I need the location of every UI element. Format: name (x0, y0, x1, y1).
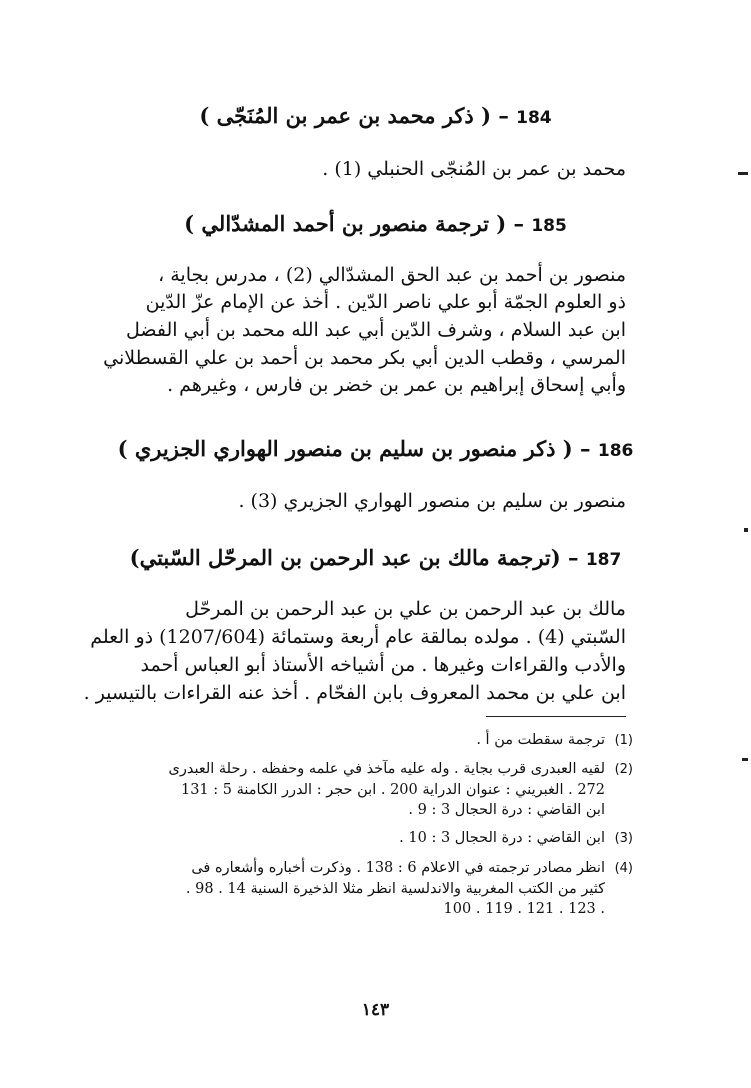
entry-heading-186: 186 – ( ذكر منصور بن سليم بن منصور الهواري الجزيري ) (117, 436, 634, 461)
footnote-4 (123, 858, 633, 919)
entry-body-line: منصور بن أحمد بن عبد الحق المشدّالي (2) ، مدرس بجاية ، (158, 264, 626, 286)
footnote-text: انظر مصادر ترجمته في الاعلام 6 : 138 . وذكرت أخباره وأشعاره فى (191, 860, 605, 876)
footnote-3 (123, 828, 633, 849)
entry-number: 187 (585, 550, 622, 570)
footnote-text: . 123 . 121 . 119 . 100 (443, 901, 605, 917)
entry-body-line: السّبتي (4) . مولده بمالقة عام أربعة وستمائة (1207/604) ذو العلم (90, 626, 626, 648)
entry-number: 184 (516, 108, 552, 128)
footnote-separator (486, 716, 626, 717)
entry-body-line: ذو العلوم الجمّة أبو علي ناصر الدّين . أخذ عن الإمام عزّ الدّين (145, 291, 626, 313)
footnote-1 (123, 730, 633, 751)
footnote-2 (123, 759, 633, 820)
scan-edge-mark (744, 528, 748, 532)
entry-body-line: وأبي إسحاق إبراهيم بن عمر بن خضر بن فارس ، وغيرهم . (167, 374, 626, 396)
entry-body-line: ابن علي بن محمد المعروف بابن الفحّام . أخذ عنه القراءات بالتيسير . (83, 682, 626, 704)
footnote-mark: (4) (614, 861, 633, 876)
scan-edge-mark (738, 172, 748, 175)
entry-body-line: محمد بن عمر بن المُنجّى الحنبلي (1) . (322, 158, 626, 180)
footnote-mark: (3) (614, 831, 633, 846)
page-number: ١٤٣ (361, 1000, 390, 1020)
footnote-text: كثير من الكتب المغربية والاندلسية انظر مثلا الذخيرة السنية 14 . 98 . (185, 881, 605, 897)
entry-number: 186 (597, 441, 634, 461)
footnote-mark: (1) (614, 733, 633, 748)
scan-edge-mark (742, 758, 748, 761)
footnote-text: لقيه العبدرى قرب بجاية . وله عليه مآخذ في علمه وحفظه . رحلة العبدرى (168, 761, 605, 777)
footnote-text: ترجمة سقطت من أ . (476, 732, 605, 748)
entry-body-line: المرسي ، وقطب الدين أبي بكر محمد بن أحمد بن علي القسطلاني (103, 347, 626, 369)
footnote-mark: (2) (614, 762, 633, 777)
entry-heading-187: 187 – (ترجمة مالك بن عبد الرحمن بن المرحّل السّبتي) (129, 545, 622, 570)
entry-body-line: ابن عبد السلام ، وشرف الدّين أبي عبد الله محمد بن أبي الفضل (126, 319, 626, 341)
entry-title: (ترجمة مالك بن عبد الرحمن بن المرحّل السّبتي) (129, 545, 561, 570)
footnote-text: ابن القاضي : درة الحجال 3 : 9 . (408, 802, 605, 818)
entry-title: ( ترجمة منصور بن أحمد المشدّالي ) (184, 211, 507, 236)
entry-heading-184: 184 – ( ذكر محمد بن عمر بن المُنَجّى ) (199, 103, 552, 128)
footnote-text: 272 . الغبريني : عنوان الدراية 200 . ابن حجر : الدرر الكامنة 5 : 131 (180, 782, 605, 798)
entry-body-line: والأدب والقراءات وغيرها . من أشياخه الأستاذ أبو العباس أحمد (140, 654, 626, 676)
entry-body-line: مالك بن عبد الرحمن بن علي بن عبد الرحمن بن المرحّل (185, 598, 626, 620)
entry-number: 185 (531, 216, 567, 236)
entry-title: ( ذكر منصور بن سليم بن منصور الهواري الجزيري ) (117, 436, 573, 461)
footnote-text: ابن القاضي : درة الحجال 3 : 10 . (399, 830, 605, 846)
entry-title: ( ذكر محمد بن عمر بن المُنَجّى ) (199, 103, 492, 128)
entry-body-line: منصور بن سليم بن منصور الهواري الجزيري (3) . (238, 490, 626, 512)
entry-heading-185: 185 – ( ترجمة منصور بن أحمد المشدّالي ) (184, 211, 567, 236)
